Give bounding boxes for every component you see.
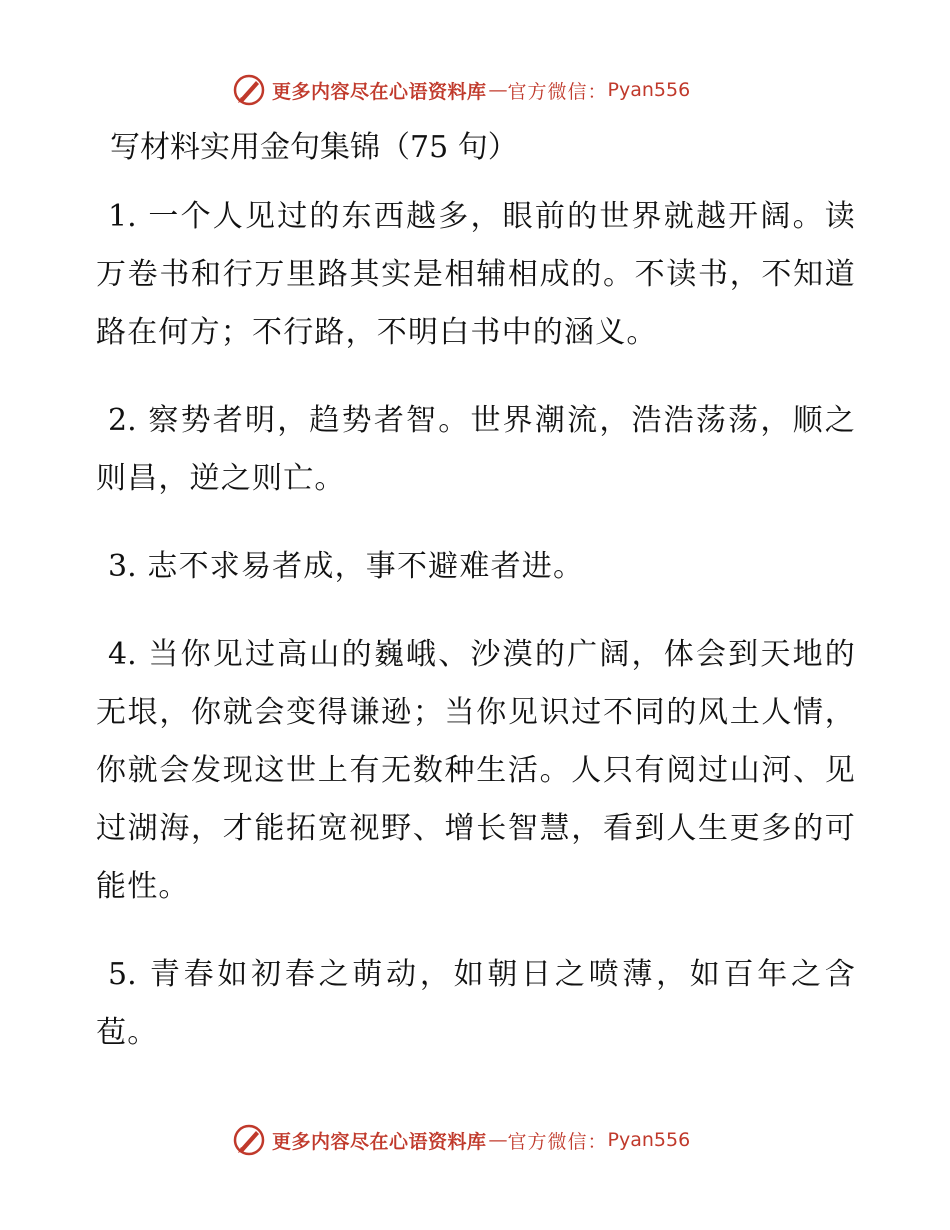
watermark-official-label: 官方微信： [507,80,608,103]
document-title: 写材料实用金句集锦（75 句） [110,130,518,165]
watermark-wechat-id: Pyan556 [607,1129,691,1151]
quote-number: 4. [108,637,137,672]
quote-item-3 [96,538,856,596]
header-watermark [232,72,690,108]
pen-logo-icon [232,73,266,107]
footer-watermark [232,1122,690,1158]
quote-number: 5. [108,957,137,992]
watermark-dash: — [488,1129,506,1151]
quote-text: 青春如初春之萌动，如朝日之喷薄，如百年之含苞。 [96,957,856,1050]
watermark-main-text: 更多内容尽在心语资料库 [272,80,487,103]
watermark-official-label: 官方微信： [507,1130,608,1153]
watermark-wechat-id: Pyan556 [607,79,691,101]
pen-logo-icon [232,1123,266,1157]
quote-text: 察势者明，趋势者智。世界潮流，浩浩荡荡，顺之则昌，逆之则亡。 [96,403,856,496]
document-body [96,118,856,1092]
watermark-dash: — [488,79,506,101]
quote-number: 2. [108,403,137,438]
quote-item-5 [96,946,856,1062]
quote-item-1 [96,188,856,362]
quote-number: 3. [108,549,137,584]
quote-text: 当你见过高山的巍峨、沙漠的广阔，体会到天地的无垠，你就会变得谦逊；当你见识过不同的风土人情，你就会发现这世上有无数种生活。人只有阅过山河、见过湖海，才能拓宽视野、增长智慧，看到人生更多的可能性。 [96,637,856,904]
watermark-main-text: 更多内容尽在心语资料库 [272,1130,487,1153]
quote-number: 1. [108,199,137,234]
quote-item-4 [96,626,856,916]
quote-text: 志不求易者成，事不避难者进。 [147,549,585,584]
quote-text: 一个人见过的东西越多，眼前的世界就越开阔。读万卷书和行万里路其实是相辅相成的。不读书，不知道路在何方；不行路，不明白书中的涵义。 [96,199,856,350]
quote-item-2 [96,392,856,508]
